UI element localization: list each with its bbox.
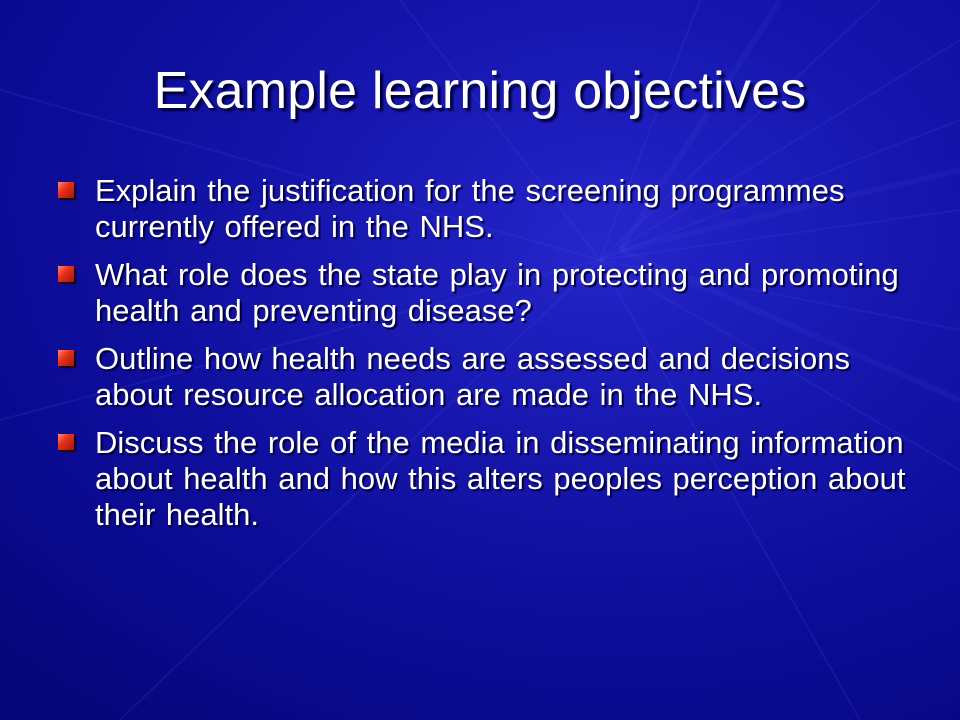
bullet-text: Explain the justification for the screening programmes currently offered in the NHS. [95, 173, 845, 244]
square-bullet-icon [58, 182, 74, 198]
square-bullet-icon [58, 350, 74, 366]
bullet-text: Discuss the role of the media in disseminating information about health and how this alters peoples perception about their health. [95, 425, 906, 532]
bullet-list [58, 173, 908, 545]
bullet-item [58, 257, 908, 329]
bullet-text: Outline how health needs are assessed and decisions about resource allocation are made in the NHS. [95, 341, 851, 412]
bullet-item [58, 341, 908, 413]
slide-title: Example learning objectives [153, 62, 807, 120]
bullet-item [58, 425, 908, 533]
square-bullet-icon [58, 266, 74, 282]
bullet-item [58, 173, 908, 245]
square-bullet-icon [58, 434, 74, 450]
bullet-text: What role does the state play in protecting and promoting health and preventing disease? [95, 257, 899, 328]
